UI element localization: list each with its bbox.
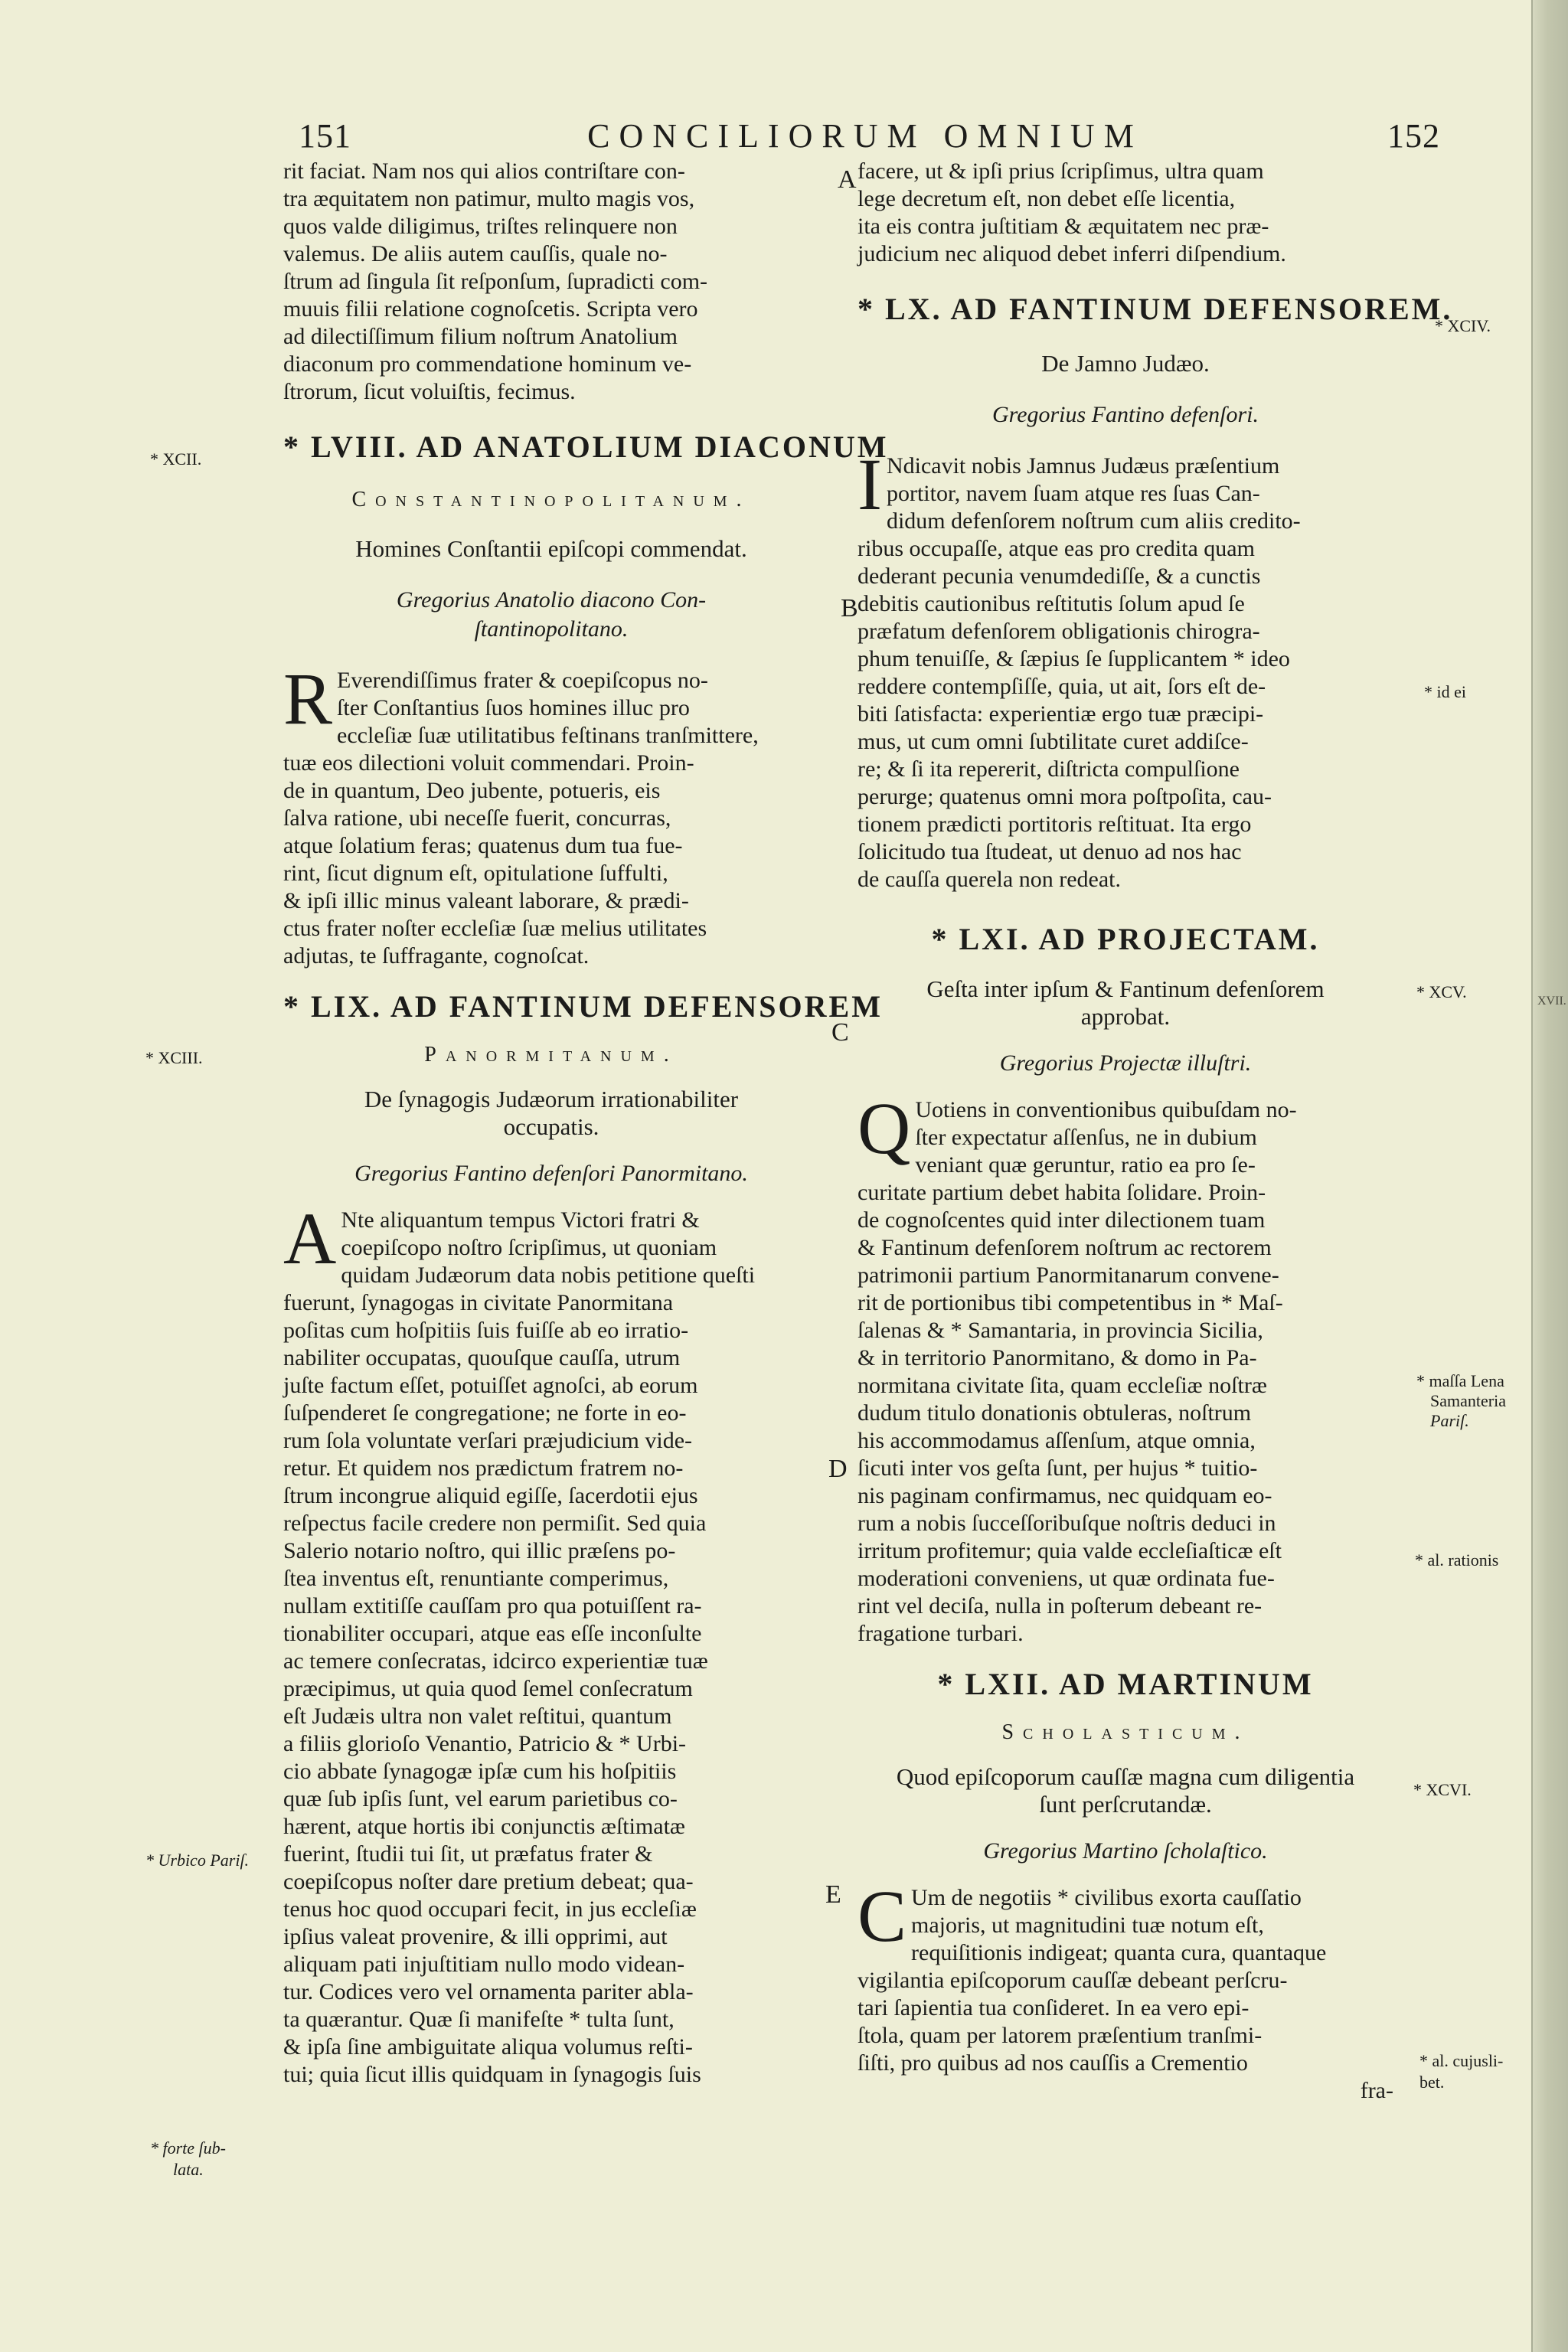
margin-note-ideo: * id ei xyxy=(1424,682,1466,701)
margin-note-xcvi: * XCVI. xyxy=(1413,1780,1472,1799)
epistle-59-body: A Nte aliquantum tempus Victori fratri & coepiſcopo noſtro ſcripſimus, ut quoniam quidam Judæorum data nobis petitione queſti fuerunt, ſynagogas in civitate Panormitana poſitas cum hoſpitiis ſuis fuiſſe ab eo irratio- nabiliter occupatas, quouſque cauſſa, utrum juſte factum eſſet, potuiſſet agnoſci, ab eorum ſuſpenderet ſe congregatione; ne forte in eo- rum ſola voluntate verſari præjudicium vide- retur. Et quidem nos prædictum fratrem no- ſtrum incongrue aliquid egiſſe, ſacerdotii ejus reſpectus facile credere non permiſit. Sed quia Salerio notario noſtro, qui illic præſens po- ſtea inventus eſt, renuntiante comperimus, nullam extitiſſe cauſſam pro qua potuiſſent ra- tionabiliter occupari, atque eas eſſe inconſulte ac temere conſecratas, idcirco experientiæ tuæ præcipimus, ut quia quod ſemel conſecratum eſt Judæis ultra non valet reſtitui, quantum a filiis glorioſo Venantio, Patricio & * Urbi- cio abbate ſynagogæ ipſæ cum his hoſpitiis quæ ſub ipſis ſunt, vel earum parietibus co- hærent, atque hortis ibi conjunctis æſtimatæ fuerint, ſtudii tui ſit, ut præfatus frater & coepiſcopus noſter dare pretium debeat; qua- tenus hoc quod occupari fecit, in jus eccleſiæ ipſius valeat provenire, & illi opprimi, aut aliquam pati injuſtitiam nullo modo videan- tur. Codices vero vel ornamenta pariter abla- ta quærantur. Quæ ſi manifeſte * tulta ſunt, & ipſa ſine ambiguitate aliqua volumus reſti- tui; quia ſicut illis quidquam in ſynagogis ſuis xyxy=(283,1197,756,2087)
margin-note-urbico: * Urbico Pariſ. xyxy=(145,1851,250,1870)
running-header xyxy=(0,116,1568,162)
epistle-59-heading: * LIX. AD FANTINUM DEFENSOREM xyxy=(283,989,883,1024)
section-letter-d: D xyxy=(828,1455,848,1483)
margin-note-edge: XVII. xyxy=(1537,995,1566,1008)
section-letter-e: E xyxy=(825,1880,841,1909)
dropcap-a: A xyxy=(283,1197,337,1279)
epistle-60-heading: * LX. AD FANTINUM DEFENSOREM. xyxy=(858,292,1453,326)
epistle-61-body: Q Uotiens in conventionibus quibuſdam no- ſter expectatur aſſenſus, ne in dubium veniant quæ geruntur, ratio ea pro ſe- curitate partium debet habita ſolidare. Proin- de cognoſcentes quid inter dilectionem tuam & Fantinum defenſorem noſtrum ac rectorem patrimonii partium Panormitanarum convene- rit de portionibus tibi competentibus in * Maſ- ſalenas & * Samantaria, in provincia Sicilia, & in territorio Panormitano, & domo in Pa- normitana civitate ſita, quam eccleſiæ noſtræ dudum titulo donationis obtuleras, noſtrum his accommodamus aſſenſum, atque omnia, ſicuti inter vos geſta ſunt, per hujus * tuitio- nis paginam confirmamus, nec quidquam eo- rum a nobis ſucceſſoribuſque noſtris deduci in irritum profitemur; quia valde eccleſiaſticæ eſt moderationi conveniens, ut quæ ordinata fue- rint vel deciſa, nulla in poſterum debeant re- fragatione turbari. xyxy=(858,1087,1297,1646)
epistle-60-greeting: Gregorius Fantino defenſori. xyxy=(991,402,1259,427)
left-column xyxy=(283,158,889,2089)
section-letter-a: A xyxy=(838,165,857,194)
epistle-62-summary: Quod epiſcoporum cauſſæ magna cum diligentia ſunt perſcrutandæ. xyxy=(896,1763,1355,1818)
epistle-58-summary: Homines Conſtantii epiſcopi commendat. xyxy=(355,535,747,562)
section-letter-b: B xyxy=(841,594,858,622)
dropcap-c: C xyxy=(858,1875,907,1957)
margin-note-massa-2: Samanteria xyxy=(1430,1391,1506,1410)
margin-note-cujusli: * al. cujusli- xyxy=(1419,2051,1504,2070)
margin-note-xciii: * XCIII. xyxy=(145,1048,203,1067)
margin-note-cujusli-2: bet. xyxy=(1419,2073,1445,2092)
section-letter-c: C xyxy=(831,1018,849,1047)
margin-note-xcii: * XCII. xyxy=(150,449,202,469)
continuation-text-left: rit faciat. Nam nos qui alios contriſtare con- tra æquitatem non patimur, multo magis vos, quos valde diligimus, triſtes relinquere non valemus. De aliis autem cauſſis, quale no- ſtrum ad ſingula ſit reſponſum, ſupradicti com- muuis filii relatione cognoſcetis. Scripta vero ad dilectiſſimum filium noſtrum Anatolium diaconum pro commendatione hominum ve- ſtrorum, ſicut voluiſtis, fecimus. xyxy=(283,158,708,404)
epistle-61-greeting: Gregorius Projectæ illuſtri. xyxy=(999,1050,1252,1076)
epistle-58-subheading: Constantinopolitanum. xyxy=(351,488,751,511)
epistle-62-greeting: Gregorius Martino ſcholaſtico. xyxy=(983,1838,1268,1864)
margin-note-forte-2: lata. xyxy=(173,2160,204,2179)
dropcap-q: Q xyxy=(858,1087,911,1169)
margin-note-massa: * maſſa Lena xyxy=(1416,1371,1504,1390)
epistle-62-subheading: Scholasticum. xyxy=(1001,1720,1250,1744)
epistle-59-greeting: Gregorius Fantino defenſori Panormitano. xyxy=(354,1161,748,1186)
dropcap-i: I xyxy=(858,443,882,525)
page-number-right: 152 xyxy=(1387,117,1440,155)
epistle-58-body: R Everendiſſimus frater & coepiſcopus no- ſter Conſtantius ſuos homines illuc pro eccleſiæ ſuæ utilitatibus feſtinans tranſmittere, tuæ eos dilectioni voluit commendari. Proin- de in quantum, Deo jubente, potueris, eis ſalva ratione, ubi neceſſe fuerit, concurras, atque ſolatium feras; quatenus dum tua fue- rint, ſicut dignum eſt, opitulatione ſuffulti, & ipſi illic minus valeant laborare, & prædi- ctus frater noſter eccleſiæ ſuæ melius utilitates adjutas, te ſuffragante, cognoſcat. xyxy=(283,658,759,969)
epistle-58-heading: * LVIII. AD ANATOLIUM DIACONUM xyxy=(283,430,889,464)
epistle-59-subheading: Panormitanum. xyxy=(424,1043,678,1067)
margin-note-xciv: * XCIV. xyxy=(1435,316,1491,335)
margin-note-forte: * forte ſub- xyxy=(150,2138,226,2158)
epistle-60-summary: De Jamno Judæo. xyxy=(1041,350,1210,377)
epistle-61-summary: Geſta inter ipſum & Fantinum defenſorem approbat. xyxy=(926,975,1325,1030)
margin-note-xcv: * XCV. xyxy=(1416,982,1467,1001)
epistle-62-body: C Um de negotiis * civilibus exorta cauſſatio majoris, ut magnitudini tuæ notum eſt, requiſitionis indigeat; quanta cura, quantaque vigilantia epiſcoporum cauſſæ debeant perſcru- tari ſapientia tua conſideret. In ea vero epi- ſtola, quam per latorem præſentium tranſmi- ſiſti, pro quibus ad nos cauſſis a Crementio fra- xyxy=(858,1875,1393,2103)
page-number-left: 151 xyxy=(299,117,351,155)
dropcap-r: R xyxy=(283,658,333,740)
epistle-59-summary: De ſynagogis Judæorum irrationabiliter occupatis. xyxy=(364,1086,739,1140)
margin-note-massa-3: Pariſ. xyxy=(1430,1411,1469,1430)
page-edge xyxy=(1531,0,1568,2352)
running-title: CONCILIORUM OMNIUM xyxy=(587,117,1143,155)
epistle-62-heading: * LXII. AD MARTINUM xyxy=(937,1667,1314,1701)
margin-note-rationis: * al. rationis xyxy=(1415,1550,1499,1570)
epistle-58-greeting: Gregorius Anatolio diacono Con- ſtantinopolitano. xyxy=(396,587,707,642)
continuation-text-right: facere, ut & ipſi prius ſcripſimus, ultra quam lege decretum eſt, non debet eſſe licentia, ita eis contra juſtitiam & æquitatem nec præ- judicium nec aliquod debet inferri diſpendium. xyxy=(858,158,1286,266)
epistle-61-heading: * LXI. AD PROJECTAM. xyxy=(931,922,1320,956)
epistle-60-body: I Ndicavit nobis Jamnus Judæus præſentium portitor, navem ſuam atque res ſuas Can- didum defenſorem noſtrum cum aliis credito- ribus occupaſſe, atque eas pro credita quam dederant pecunia venumdediſſe, & a cunctis debitis cautionibus reſtitutis ſolum apud ſe præfatum defenſorem obligationis chirogra- phum tenuiſſe, & ſæpius ſe ſupplicantem * ideo reddere contempſiſſe, quia, ut ait, ſors eſt de- biti ſatisfacta: experientiæ ergo tuæ præcipi- mus, ut cum omni ſubtilitate curet addiſce- re; & ſi ita repererit, diſtricta compulſione perurge; quatenus omni mora poſtpoſita, cau- tionem prædicti portitoris reſtituat. Ita ergo ſolicitudo tua ſtudeat, ut denuo ad nos hac de cauſſa querela non redeat. xyxy=(858,443,1301,892)
